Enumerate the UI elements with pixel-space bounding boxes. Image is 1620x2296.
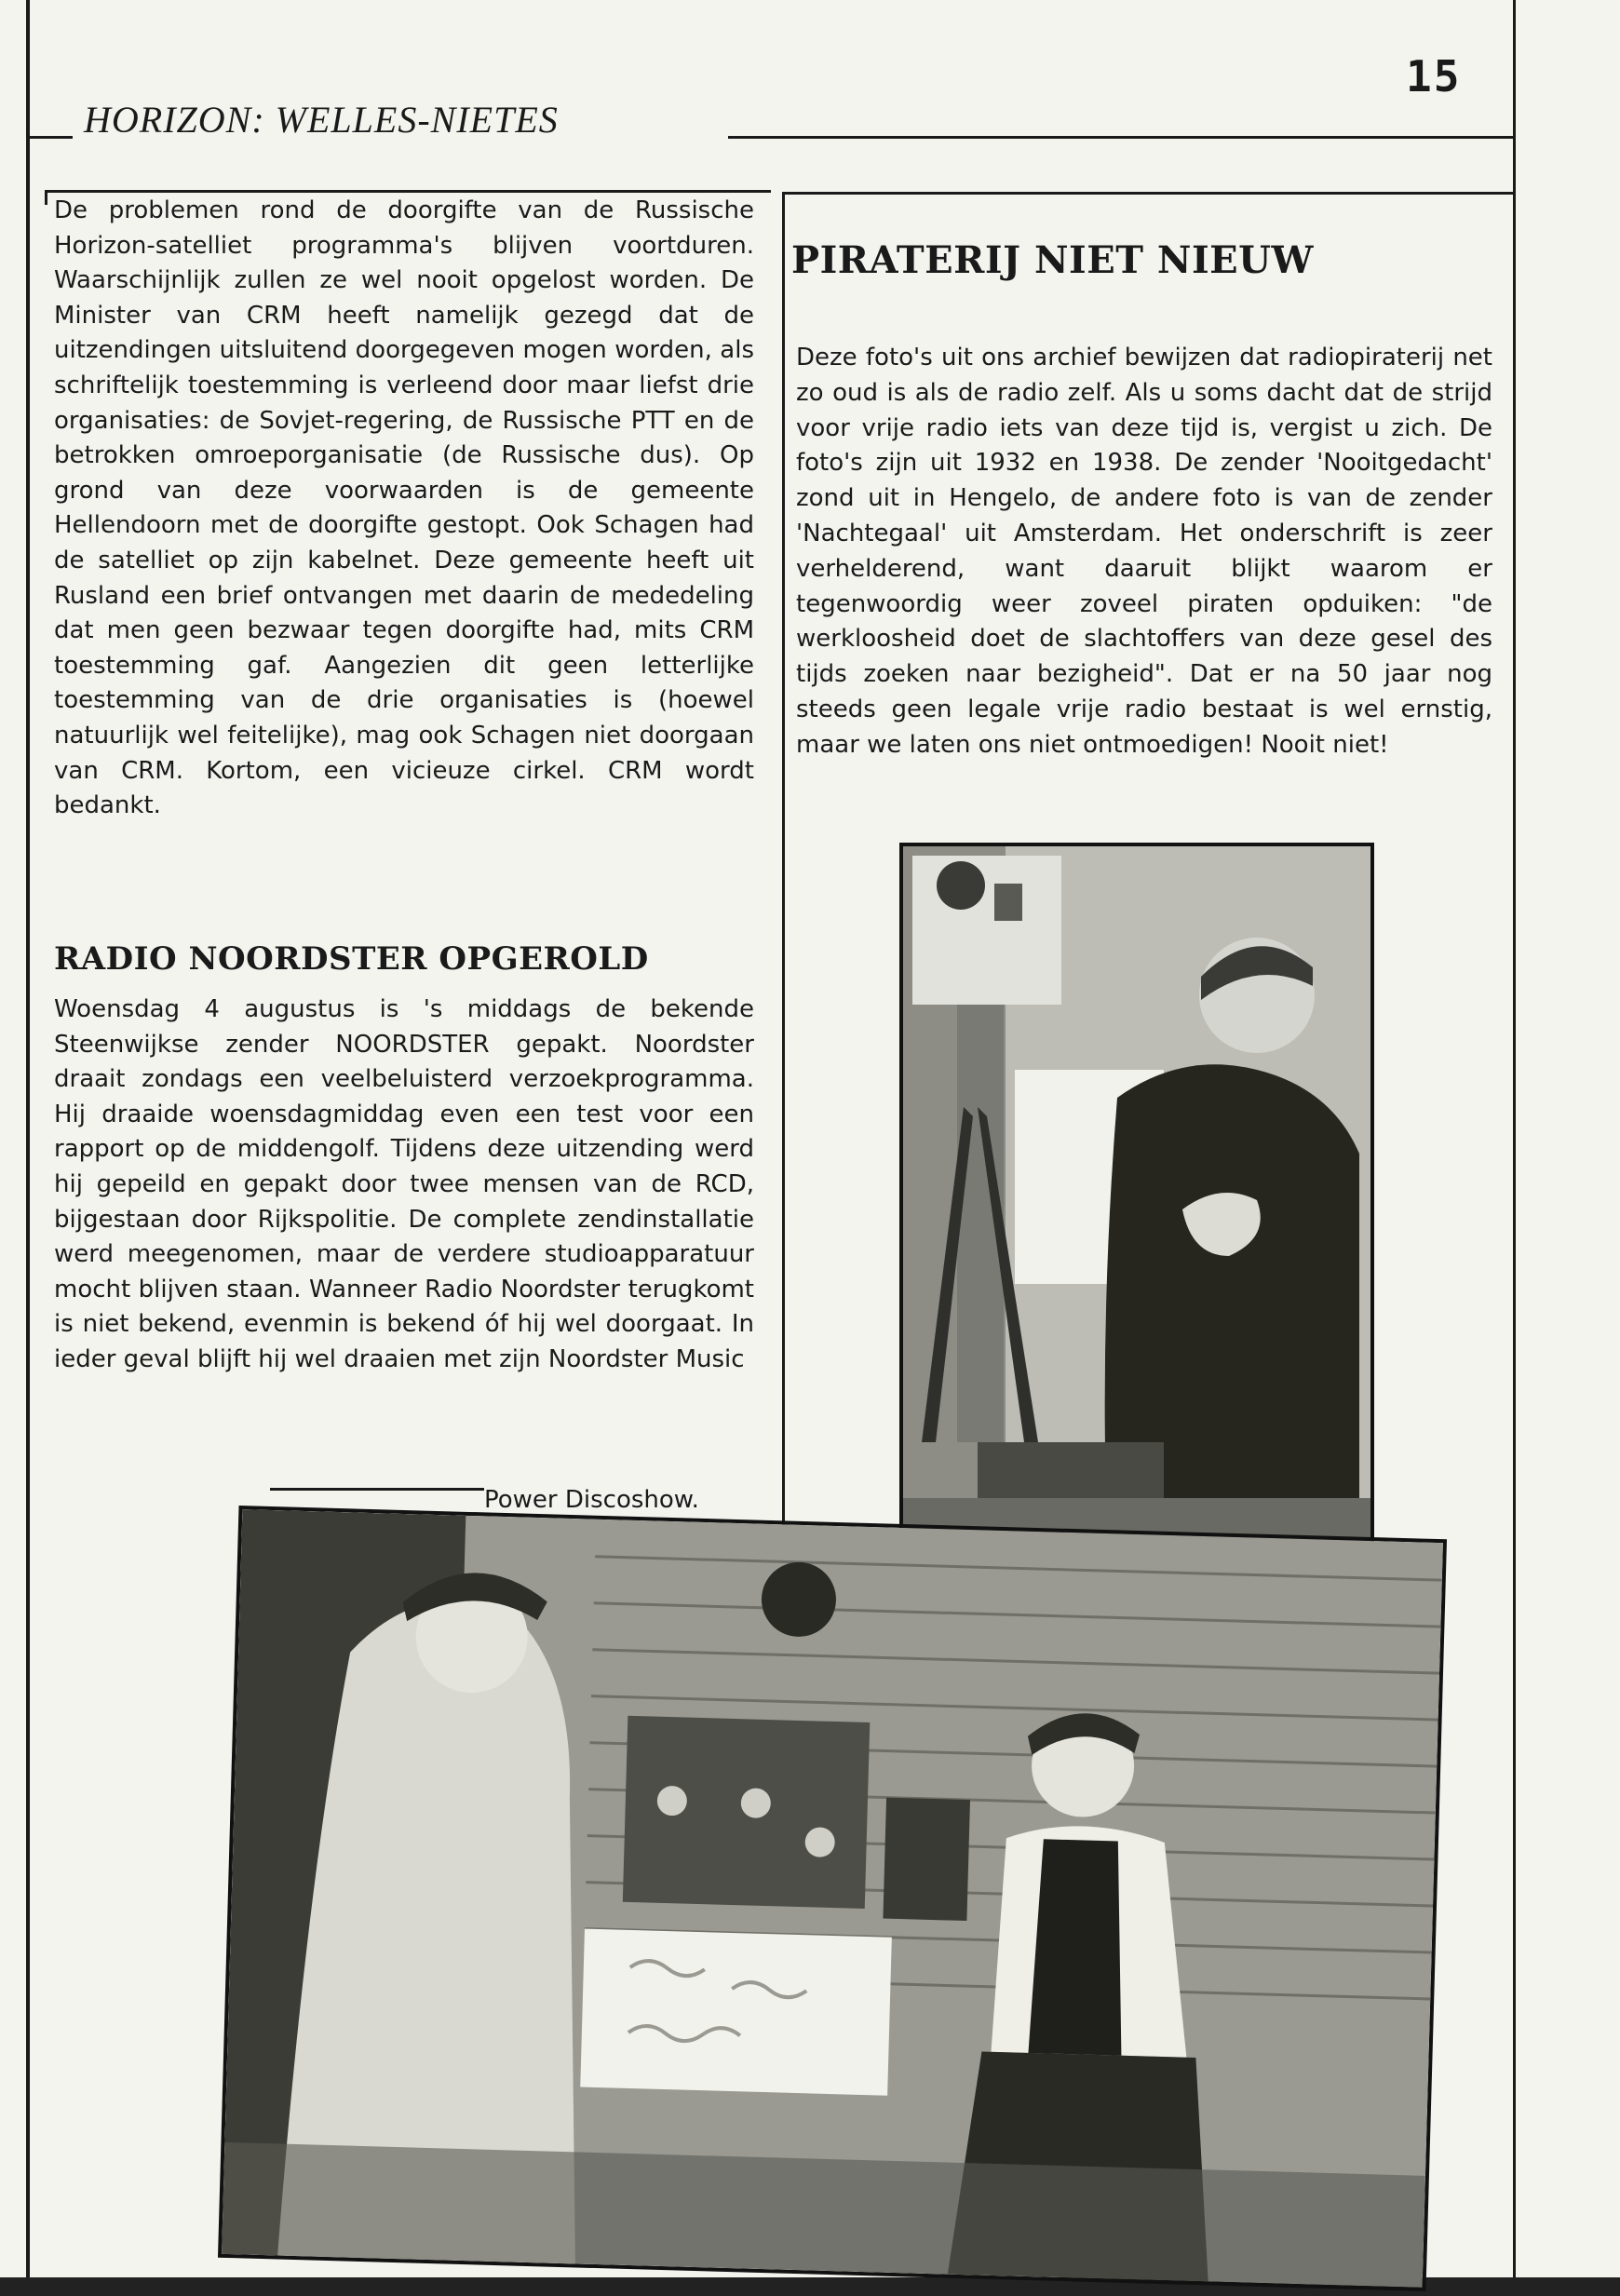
left-column-tick: [45, 190, 47, 205]
piraterij-article-body: Deze foto's uit ons archief bewijzen dat radiopiraterij net zo oud is als de radio zelf. Als u soms dacht dat de strijd voor vrije radio iets van deze tijd is, vergist u zich. De foto's zijn uit 1932 en 1938. De zender 'Nooitgedacht' zond uit in Hengelo, de andere foto is van de zender 'Nachtegaal' uit Amsterdam. Het onderschrift is zeer verhelderend, want daaruit blijkt waarom er tegenwoordig weer zoveel piraten opduiken: "de werkloosheid doet de slachtoffers van deze gesel des tijds zoeken naar bezigheid". Dat er na 50 jaar nog steeds geen legale vrije radio bestaat is wel ernstig, maar we laten ons niet ontmoedigen! Nooit niet!: [796, 344, 1492, 759]
piraterij-headline: PIRATERIJ NIET NIEUW: [791, 238, 1314, 282]
frame-left-border: [26, 0, 30, 2296]
piraterij-box-top: [782, 192, 1513, 195]
noordster-article-body: Woensdag 4 augustus is 's middags de bekende Steenwijkse zender NOORDSTER gepakt. Noordster draait zondags een veelbeluisterd verzoekprogramma. Hij draaide woensdagmiddag even een test voor een rapport op de middengolf. Tijdens deze uitzending werd hij gepeild en gepakt door twee mensen van de RCD, bijgestaan door Rijkspolitie. De complete zendinstallatie werd meegenomen, maar de verdere studioapparatuur mocht blijven staan. Wanneer Radio Noordster terugkomt is niet bekend, evenmin is bekend óf hij wel doorgaat. In ieder geval blijft hij wel draaien met zijn Noordster Music: [54, 995, 754, 1373]
horizon-article: [54, 194, 754, 824]
noordster-article: [54, 993, 754, 1378]
noordster-signoff: Power Discoshow.: [484, 1486, 699, 1514]
frame-right-border: [1513, 0, 1516, 2296]
photo-nachtegaal-image: [222, 1509, 1443, 2288]
noordster-headline: RADIO NOORDSTER OPGEROLD: [54, 940, 649, 978]
section-title: HORIZON: WELLES-NIETES: [84, 99, 559, 141]
page-number: 15: [1406, 51, 1462, 101]
header-rule-right: [728, 136, 1515, 139]
photo-nachtegaal: [218, 1506, 1447, 2291]
left-column-top-rule: [45, 190, 771, 193]
piraterij-article: [796, 341, 1492, 763]
signoff-rule: [270, 1488, 484, 1491]
photo-nooitgedacht: [899, 843, 1374, 1558]
photo-nooitgedacht-image: [903, 846, 1370, 1554]
piraterij-box-left: [782, 192, 785, 1553]
header-rule-left: [26, 136, 73, 139]
horizon-article-body: De problemen rond de doorgifte van de Russische Horizon-satelliet programma's blijven voortduren. Waarschijnlijk zullen ze wel nooit opgelost worden. De Minister van CRM heeft namelijk gezegd dat de uitzendingen uitsluitend doorgegeven mogen worden, als schriftelijk toestemming is verleend door maar liefst drie organisaties: de Sovjet-regering, de Russische PTT en de betrokken omroeporganisatie (de Russische dus). Op grond van deze voorwaarden is de gemeente Hellendoorn met de doorgifte gestopt. Ook Schagen had de satelliet op zijn kabelnet. Deze gemeente heeft uit Rusland een brief ontvangen met daarin de mededeling dat men geen bezwaar tegen doorgifte had, mits CRM toestemming gaf. Aangezien dit geen letterlijke toestemming van de drie organisaties is (hoewel natuurlijk wel feitelijke), mag ook Schagen niet doorgaan van CRM. Kortom, een vicieuze cirkel. CRM wordt bedankt.: [54, 196, 754, 820]
